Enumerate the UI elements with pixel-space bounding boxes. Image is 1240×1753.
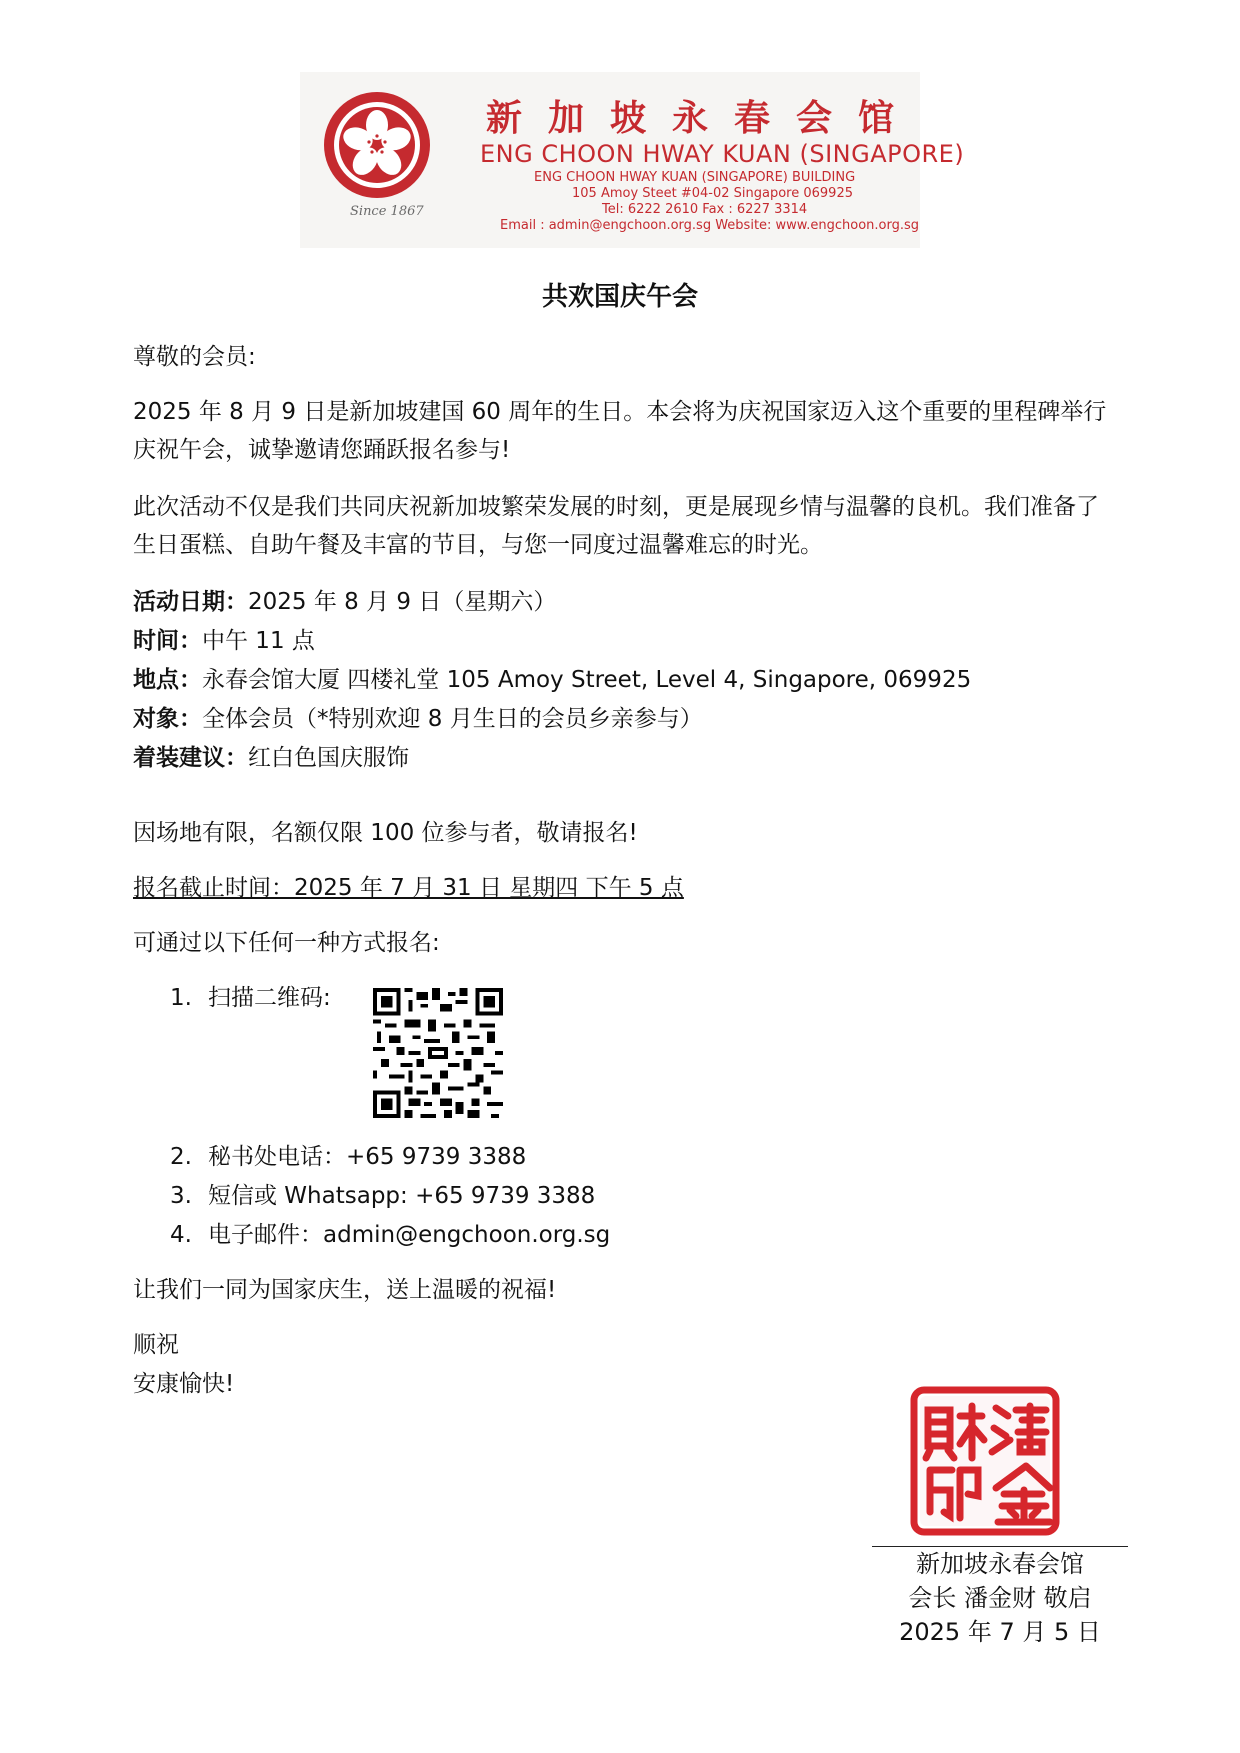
- org-address: 105 Amoy Steet #04-02 Singapore 069925: [572, 186, 853, 201]
- paragraph-intro: 2025 年 8 月 9 日是新加坡建国 60 周年的生日。本会将为庆祝国家迈入这个重要的里程碑举行庆祝午会，诚挚邀请您踊跃报名参与!: [133, 399, 1107, 463]
- method-text: 扫描二维码:: [208, 985, 331, 1011]
- qr-code[interactable]: [372, 988, 504, 1118]
- detail-dress-code-value: 红白色国庆服饰: [248, 745, 409, 771]
- method-number: 1.: [170, 985, 192, 1011]
- detail-time-label: 时间：: [133, 628, 202, 654]
- page-title: 共欢国庆午会: [541, 282, 698, 312]
- detail-dress-code: [133, 739, 1118, 777]
- method-text: 短信或 Whatsapp: +65 9739 3388: [208, 1183, 596, 1209]
- regards-line-2: 安康愉快!: [133, 1371, 235, 1397]
- signature-signer: 会长 潘金财 敬启: [908, 1584, 1092, 1612]
- method-number: 4.: [170, 1222, 192, 1248]
- detail-dress-code-label: 着装建议：: [133, 745, 248, 771]
- method-item-email: [170, 1216, 610, 1254]
- signature-org: 新加坡永春会馆: [916, 1550, 1084, 1578]
- salutation: 尊敬的会员:: [133, 344, 256, 370]
- since-label: Since 1867: [350, 204, 424, 219]
- detail-date-label: 活动日期：: [133, 589, 248, 615]
- method-item-phone: [170, 1138, 526, 1176]
- detail-audience-label: 对象：: [133, 706, 202, 732]
- detail-audience-value: 全体会员（*特别欢迎 8 月生日的会员乡亲参与）: [202, 706, 703, 732]
- detail-date-value: 2025 年 8 月 9 日（星期六）: [248, 589, 557, 615]
- methods-intro: 可通过以下任何一种方式报名:: [133, 930, 440, 956]
- signature-date: 2025 年 7 月 5 日: [899, 1618, 1101, 1646]
- method-item-qr: [170, 979, 331, 1017]
- detail-venue-label: 地点：: [133, 667, 202, 693]
- closing-line: 让我们一同为国家庆生，送上温暖的祝福!: [133, 1277, 557, 1303]
- detail-time-value: 中午 11 点: [202, 628, 315, 654]
- regards-line-1: 顺祝: [133, 1332, 179, 1358]
- red-seal-stamp: [910, 1386, 1060, 1536]
- method-text: 电子邮件：admin@engchoon.org.sg: [208, 1222, 611, 1248]
- org-tel-fax: Tel: 6222 2610 Fax : 6227 3314: [602, 202, 808, 217]
- flower-emblem-icon: [322, 90, 432, 200]
- method-item-whatsapp: [170, 1177, 595, 1215]
- org-email-website: Email : admin@engchoon.org.sg Website: www.engchoon.org.sg: [500, 218, 920, 233]
- method-number: 3.: [170, 1183, 192, 1209]
- paragraph-details: 此次活动不仅是我们共同庆祝新加坡繁荣发展的时刻，更是展现乡情与温馨的良机。我们准备了生日蛋糕、自助午餐及丰富的节目，与您一同度过温馨难忘的时光。: [133, 494, 1099, 558]
- method-number: 2.: [170, 1144, 192, 1170]
- detail-audience: [133, 700, 1118, 738]
- org-name-cn: 新加坡永春会馆: [486, 97, 921, 139]
- detail-venue-value: 永春会馆大厦 四楼礼堂 105 Amoy Street, Level 4, Singapore, 069925: [202, 667, 972, 693]
- building-name: ENG CHOON HWAY KUAN (SINGAPORE) BUILDING: [534, 170, 856, 185]
- limited-notice: 因场地有限，名额仅限 100 位参与者，敬请报名!: [133, 820, 638, 846]
- detail-date: [133, 583, 1118, 621]
- detail-venue: [133, 661, 1118, 699]
- registration-deadline: 报名截止时间：2025 年 7 月 31 日 星期四 下午 5 点: [133, 875, 684, 901]
- method-text: 秘书处电话：+65 9739 3388: [208, 1144, 527, 1170]
- org-name-en: ENG CHOON HWAY KUAN (SINGAPORE): [480, 140, 965, 168]
- detail-time: [133, 622, 1118, 660]
